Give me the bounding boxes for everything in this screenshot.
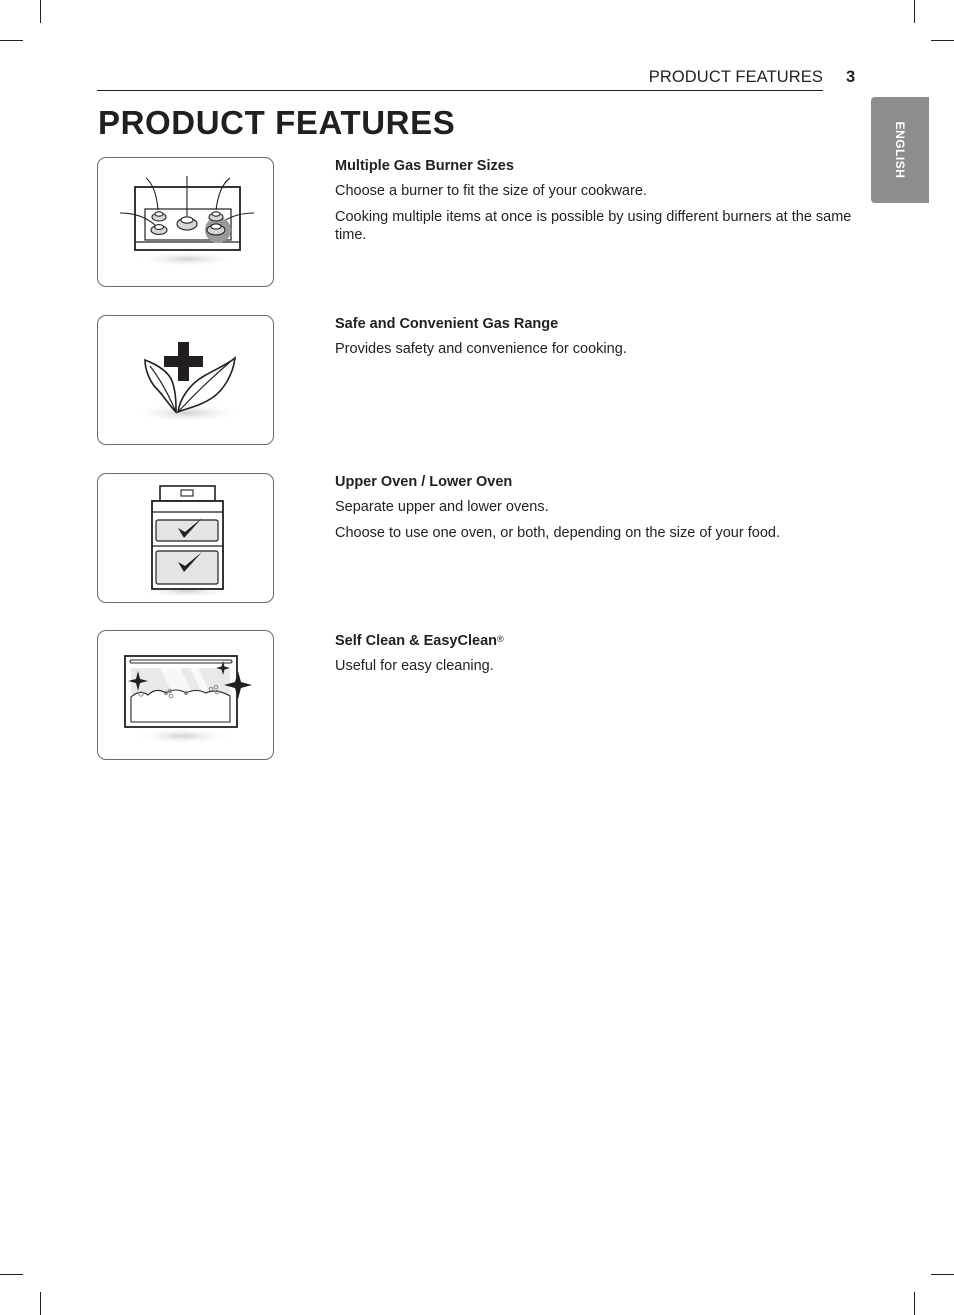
double-oven-check-icon (98, 474, 273, 602)
feature-title: Multiple Gas Burner Sizes (335, 158, 514, 174)
feature-text (335, 630, 855, 683)
crop-mark (40, 1292, 41, 1315)
feature-description: Useful for easy cleaning. (335, 658, 494, 674)
feature-self-clean-easyclean (97, 630, 857, 762)
feature-text (335, 315, 855, 366)
gas-burner-cooktop-icon (98, 158, 273, 286)
feature-description: Provides safety and convenience for cooking. (335, 341, 627, 357)
registered-mark: ® (497, 634, 504, 644)
crop-mark (0, 1274, 23, 1275)
running-title: PRODUCT FEATURES (648, 68, 823, 86)
running-header (97, 66, 823, 91)
language-tab[interactable] (871, 97, 929, 203)
feature-title: Upper Oven / Lower Oven (335, 474, 513, 490)
feature-description: Choose to use one oven, or both, depending on the size of your food. (335, 525, 780, 541)
feature-text (335, 473, 855, 550)
crop-mark (931, 40, 954, 41)
leaf-cross-safety-icon (98, 316, 273, 444)
feature-upper-lower-oven (97, 473, 857, 605)
feature-description: Choose a burner to fit the size of your cookware. (335, 183, 647, 199)
feature-safe-convenient-gas-range (97, 315, 857, 447)
sparkling-oven-interior-icon (98, 631, 273, 759)
page-title: PRODUCT FEATURES (98, 104, 456, 141)
feature-description: Separate upper and lower ovens. (335, 499, 549, 515)
crop-mark (40, 0, 41, 23)
icon-box (97, 157, 274, 287)
feature-description: Cooking multiple items at once is possible by using different burners at the same time. (335, 209, 852, 243)
page-number: 3 (846, 68, 856, 86)
crop-mark (931, 1274, 954, 1275)
crop-mark (914, 0, 915, 23)
feature-multiple-gas-burners (97, 157, 857, 289)
feature-title-text: Self Clean & EasyClean (335, 633, 497, 649)
feature-title (335, 630, 855, 650)
crop-mark (914, 1292, 915, 1315)
icon-box (97, 473, 274, 603)
language-tab-label: ENGLISH (893, 121, 907, 179)
crop-mark (0, 40, 23, 41)
feature-text (335, 157, 855, 252)
feature-title: Safe and Convenient Gas Range (335, 316, 559, 332)
icon-box (97, 630, 274, 760)
icon-box (97, 315, 274, 445)
